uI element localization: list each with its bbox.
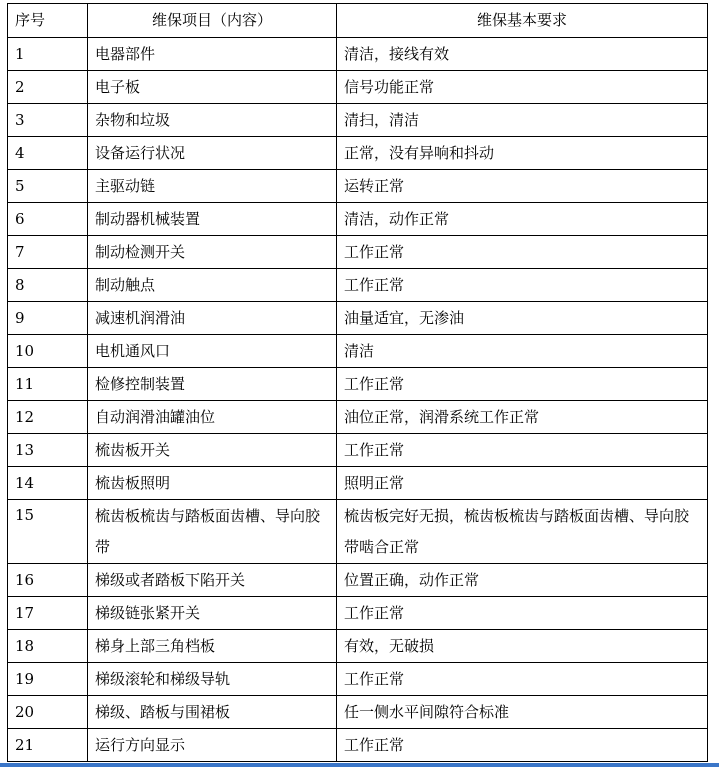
row-seq-cell: 21 [8,729,88,762]
row-seq-cell: 18 [8,630,88,663]
row-requirement-cell: 油量适宜，无渗油 [337,302,708,335]
table-row [8,630,708,663]
row-seq-cell: 13 [8,434,88,467]
row-item-cell: 电器部件 [88,38,337,71]
row-item-cell: 梯级或者踏板下陷开关 [88,564,337,597]
row-item-cell: 电机通风口 [88,335,337,368]
row-seq-cell: 11 [8,368,88,401]
table-row [8,104,708,137]
row-requirement-cell: 工作正常 [337,269,708,302]
table-row [8,203,708,236]
row-requirement-cell: 清洁，接线有效 [337,38,708,71]
maintenance-table-container [7,3,707,762]
row-seq-cell: 5 [8,170,88,203]
row-item-cell: 杂物和垃圾 [88,104,337,137]
table-header-row [8,4,708,38]
table-row [8,269,708,302]
header-requirement: 维保基本要求 [337,4,708,38]
row-item-cell: 梯级、踏板与围裙板 [88,696,337,729]
row-requirement-cell: 工作正常 [337,368,708,401]
row-seq-cell: 20 [8,696,88,729]
row-requirement-cell: 工作正常 [337,729,708,762]
table-row [8,335,708,368]
row-requirement-cell: 工作正常 [337,236,708,269]
row-item-cell: 制动器机械装置 [88,203,337,236]
row-requirement-cell: 工作正常 [337,663,708,696]
row-seq-cell: 17 [8,597,88,630]
row-requirement-cell: 正常，没有异响和抖动 [337,137,708,170]
row-seq-cell: 2 [8,71,88,104]
table-row [8,368,708,401]
header-seq: 序号 [8,4,88,38]
row-seq-cell: 10 [8,335,88,368]
row-seq-cell: 19 [8,663,88,696]
row-item-cell: 检修控制装置 [88,368,337,401]
row-seq-cell: 3 [8,104,88,137]
table-body [8,38,708,762]
row-requirement-cell: 清扫，清洁 [337,104,708,137]
row-item-cell: 梯级链张紧开关 [88,597,337,630]
row-item-cell: 设备运行状况 [88,137,337,170]
row-requirement-cell: 照明正常 [337,467,708,500]
row-seq-cell: 8 [8,269,88,302]
row-requirement-cell: 工作正常 [337,597,708,630]
table-row [8,564,708,597]
row-item-cell: 梳齿板开关 [88,434,337,467]
row-seq-cell: 15 [8,500,88,564]
row-item-cell: 减速机润滑油 [88,302,337,335]
table-row [8,729,708,762]
row-requirement-cell: 有效，无破损 [337,630,708,663]
row-item-cell: 梳齿板梳齿与踏板面齿槽、导向胶带 [88,500,337,564]
table-row [8,401,708,434]
table-row [8,663,708,696]
row-item-cell: 制动检测开关 [88,236,337,269]
table-row [8,137,708,170]
row-seq-cell: 12 [8,401,88,434]
table-row [8,500,708,564]
row-seq-cell: 6 [8,203,88,236]
row-item-cell: 电子板 [88,71,337,104]
table-row [8,236,708,269]
table-row [8,434,708,467]
row-requirement-cell: 运转正常 [337,170,708,203]
row-requirement-cell: 信号功能正常 [337,71,708,104]
row-seq-cell: 14 [8,467,88,500]
table-row [8,170,708,203]
row-seq-cell: 4 [8,137,88,170]
row-seq-cell: 16 [8,564,88,597]
table-row [8,38,708,71]
row-seq-cell: 1 [8,38,88,71]
table-row [8,597,708,630]
maintenance-table [7,3,708,762]
table-row [8,467,708,500]
table-row [8,696,708,729]
row-requirement-cell: 位置正确，动作正常 [337,564,708,597]
row-item-cell: 制动触点 [88,269,337,302]
row-item-cell: 运行方向显示 [88,729,337,762]
row-requirement-cell: 清洁，动作正常 [337,203,708,236]
row-requirement-cell: 梳齿板完好无损，梳齿板梳齿与踏板面齿槽、导向胶带啮合正常 [337,500,708,564]
row-requirement-cell: 任一侧水平间隙符合标准 [337,696,708,729]
table-row [8,71,708,104]
row-seq-cell: 7 [8,236,88,269]
row-requirement-cell: 油位正常，润滑系统工作正常 [337,401,708,434]
row-requirement-cell: 工作正常 [337,434,708,467]
row-item-cell: 梯身上部三角档板 [88,630,337,663]
row-item-cell: 主驱动链 [88,170,337,203]
table-row [8,302,708,335]
header-item: 维保项目（内容） [88,4,337,38]
bottom-border-strip [0,763,719,767]
row-item-cell: 自动润滑油罐油位 [88,401,337,434]
row-seq-cell: 9 [8,302,88,335]
row-item-cell: 梳齿板照明 [88,467,337,500]
row-requirement-cell: 清洁 [337,335,708,368]
row-item-cell: 梯级滚轮和梯级导轨 [88,663,337,696]
